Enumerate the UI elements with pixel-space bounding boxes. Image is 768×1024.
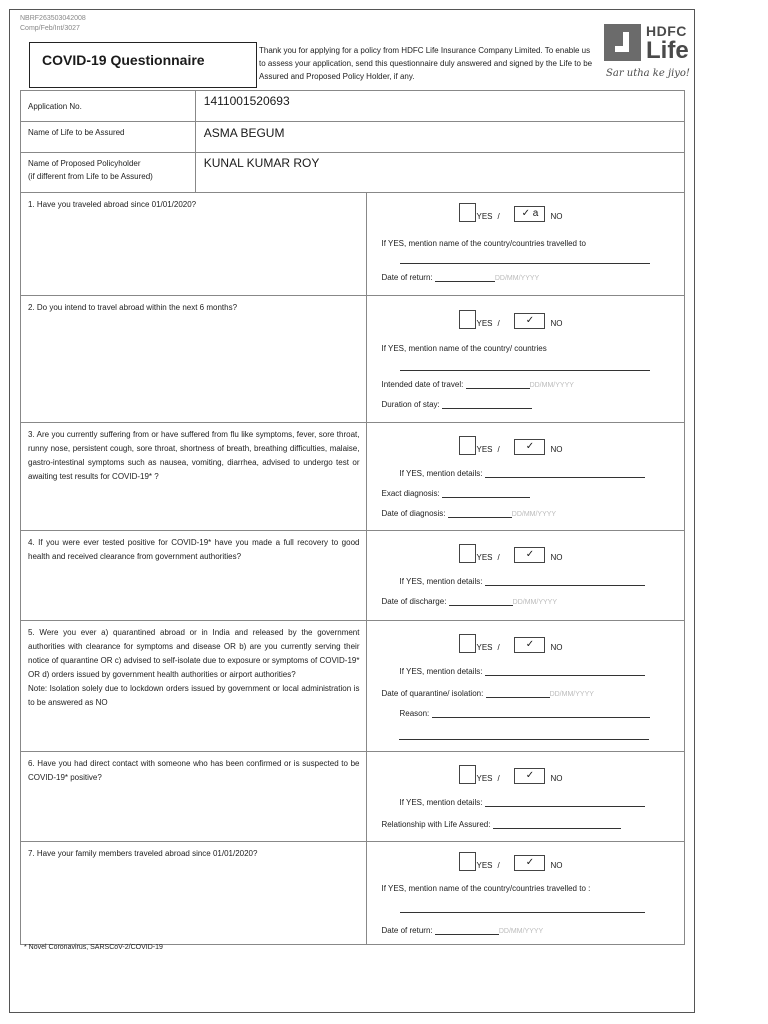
question-4-text: 4. If you were ever tested positive for COVID-19* have you made a full recovery to good health and received clearance from government authorities?: [28, 538, 360, 561]
reference-code: NBRF263503042008 Comp/Feb/Int/3027: [20, 15, 86, 32]
application-no-field[interactable]: 1411001520693: [203, 94, 290, 108]
q1-country-label: If YES, mention name of the country/countries travelled to: [381, 239, 586, 248]
question-1-row: 1. Have you traveled abroad since 01/01/2020? YES / ✓ a NO If YES, mention name of the country/countries travelled to Date of return: DD/MM/YYYY: [21, 193, 685, 296]
q2-no-checkbox[interactable]: ✓: [514, 313, 545, 329]
policyholder-field[interactable]: KUNAL KUMAR ROY: [203, 156, 320, 170]
q3-diagnosis-field[interactable]: Exact diagnosis:: [381, 489, 530, 498]
logo-mark-icon: [604, 24, 641, 61]
question-6-row: 6. Have you had direct contact with someone who has been confirmed or is suspected to be COVID-19* positive? YES / ✓ NO If YES, mention details: Relationship with Life Assured:: [21, 752, 685, 842]
question-3-text: 3. Are you currently suffering from or have suffered from flu like symptoms, fever, sore throat, runny nose, persistent cough, sore throat, shortness of breath, breathing difficulties, malaise, gastro-intestinal symptoms such as nausea, vomiting, diarrhea, advised to undergo test or awaiting test results for COVID-19* ?: [28, 430, 360, 481]
q3-no-checkbox[interactable]: ✓: [514, 439, 545, 455]
intro-text: Thank you for applying for a policy from HDFC Life Insurance Company Limited. To enable us to assess your application, send this questionnaire duly answered and signed by the Life to be Assured and Proposed Policy Holder, if any.: [259, 46, 593, 81]
page-title: COVID-19 Questionnaire: [42, 52, 205, 68]
q1-return-date[interactable]: Date of return: DD/MM/YYYY: [381, 273, 540, 282]
question-7-row: 7. Have your family members traveled abroad since 01/01/2020? YES / ✓ NO If YES, mention name of the country/countries travelled to : Date of return: DD/MM/YYYY: [21, 842, 685, 945]
q7-return-date[interactable]: Date of return: DD/MM/YYYY: [381, 926, 544, 935]
q7-yes-checkbox[interactable]: [459, 852, 476, 871]
question-5-row: 5. Were you ever a) quarantined abroad or in India and released by the government authorities with clearance for symptoms and disease OR b) are you currently serving their notice of quarantine OR c) advised to self-isolate due to exposure or symptoms of COVID-19* OR d) orders issued by government health authorities or airport authorities? Note: Isolation solely due to lockdown orders issued by government or local administration is to be answered as NO YES / ✓ NO If YES, mention details: Date of quarantine/ isolation: DD/MM/YYYY Reason:: [21, 621, 685, 752]
question-4-row: 4. If you were ever tested positive for COVID-19* have you made a full recovery to good health and received clearance from government authorities? YES / ✓ NO If YES, mention details: Date of discharge: DD/MM/YYYY: [21, 531, 685, 621]
q2-travel-date[interactable]: Intended date of travel: DD/MM/YYYY: [381, 380, 574, 389]
questionnaire-table: [20, 90, 685, 945]
q1-yes-checkbox[interactable]: [459, 203, 476, 222]
q6-relationship-field[interactable]: Relationship with Life Assured:: [381, 820, 620, 829]
life-assured-row: [21, 122, 685, 153]
question-2-text: 2. Do you intend to travel abroad within the next 6 months?: [28, 303, 238, 312]
q7-no-checkbox[interactable]: ✓: [514, 855, 545, 871]
policyholder-row: [21, 153, 685, 193]
question-7-text: 7. Have your family members traveled abroad since 01/01/2020?: [28, 849, 258, 858]
q6-details-field[interactable]: If YES, mention details:: [399, 798, 644, 807]
q4-details-field[interactable]: If YES, mention details:: [399, 577, 644, 586]
q4-no-checkbox[interactable]: ✓: [514, 547, 545, 563]
q3-yes-checkbox[interactable]: [459, 436, 476, 455]
q3-details-field[interactable]: If YES, mention details:: [399, 469, 644, 478]
q7-country-label: If YES, mention name of the country/countries travelled to :: [381, 884, 591, 893]
q5-reason-field[interactable]: Reason:: [399, 709, 649, 718]
application-no-row: [21, 91, 685, 122]
footnote: * Novel Coronavirus, SARSCoV-2/COVID-19: [24, 944, 163, 951]
q5-reason-field-2[interactable]: [399, 731, 649, 740]
q4-discharge-date[interactable]: Date of discharge: DD/MM/YYYY: [381, 597, 557, 606]
q1-no-checkbox[interactable]: ✓ a: [514, 206, 545, 222]
application-no-label: Application No.: [28, 102, 82, 111]
q1-country-field[interactable]: [400, 255, 650, 264]
q7-country-field[interactable]: [400, 904, 645, 913]
q2-duration-field[interactable]: Duration of stay:: [381, 400, 531, 409]
q5-quarantine-date[interactable]: Date of quarantine/ isolation: DD/MM/YYYY: [381, 689, 594, 698]
question-6-text: 6. Have you had direct contact with someone who has been confirmed or is suspected to be COVID-19* positive?: [28, 759, 360, 782]
q6-yes-checkbox[interactable]: [459, 765, 476, 784]
question-5-note: Note: Isolation solely due to lockdown orders issued by government or local administration is to be answered as NO: [28, 684, 360, 707]
question-1-text: 1. Have you traveled abroad since 01/01/2020?: [28, 200, 197, 209]
life-assured-field[interactable]: ASMA BEGUM: [203, 126, 285, 140]
q4-yes-checkbox[interactable]: [459, 544, 476, 563]
q5-details-field[interactable]: If YES, mention details:: [399, 667, 644, 676]
q2-yes-checkbox[interactable]: [459, 310, 476, 329]
title-box: [29, 42, 257, 88]
question-3-row: 3. Are you currently suffering from or have suffered from flu like symptoms, fever, sore throat, runny nose, persistent cough, sore throat, shortness of breath, breathing difficulties, malaise, gastro-intestinal symptoms such as nausea, vomiting, diarrhea, advised to undergo test or awaiting test results for COVID-19* ? YES / ✓ NO If YES, mention details: Exact diagnosis: Date of diagnosis: DD/MM/YYYY: [21, 423, 685, 531]
policyholder-label: Name of Proposed Policyholder (if different from Life to be Assured): [28, 159, 153, 181]
q2-country-field[interactable]: [400, 362, 650, 371]
q6-no-checkbox[interactable]: ✓: [514, 768, 545, 784]
q5-yes-checkbox[interactable]: [459, 634, 476, 653]
q3-diagnosis-date[interactable]: Date of diagnosis: DD/MM/YYYY: [381, 509, 557, 518]
q2-country-label: If YES, mention name of the country/ countries: [381, 344, 547, 353]
q5-no-checkbox[interactable]: ✓: [514, 637, 545, 653]
question-5-text: 5. Were you ever a) quarantined abroad or in India and released by the government authorities with clearance for symptoms and disease OR b) are you currently serving their notice of quarantine OR c) advised to self-isolate due to exposure or symptoms of COVID-19* OR d) orders issued by government health authorities or airport authorities?: [28, 628, 360, 679]
life-assured-label: Name of Life to be Assured: [28, 128, 125, 137]
hdfc-life-logo: HDFC Life Sar utha ke jiyo!: [606, 23, 690, 79]
question-2-row: 2. Do you intend to travel abroad within the next 6 months? YES / ✓ NO If YES, mention name of the country/ countries Intended date of travel: DD/MM/YYYY Duration of stay:: [21, 296, 685, 423]
